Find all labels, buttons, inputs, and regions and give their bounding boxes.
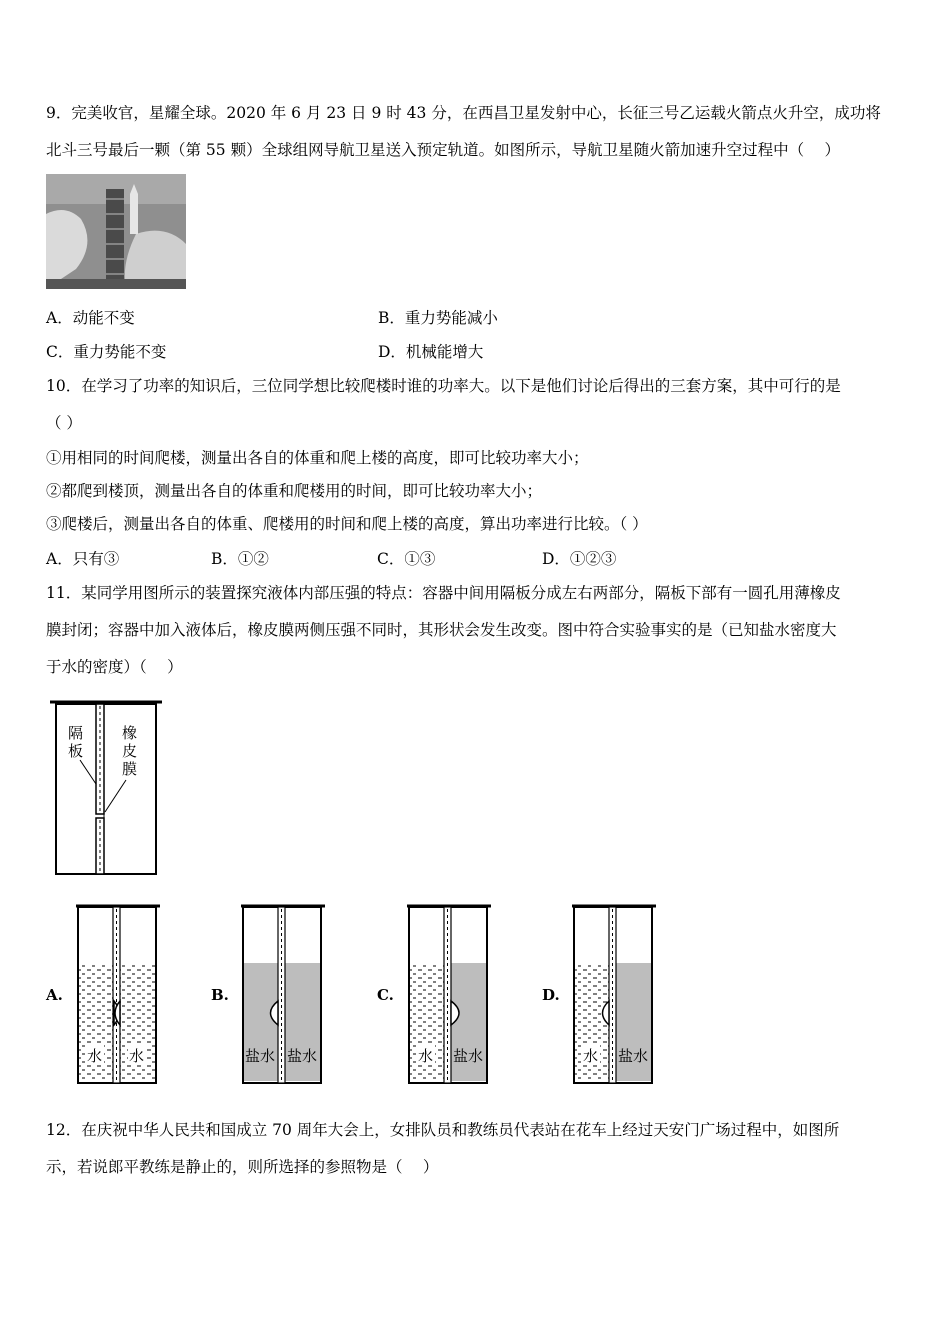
q11-a-right-liquid: 水 <box>129 1047 145 1065</box>
q10-option-c: C．①③ <box>377 550 436 568</box>
q9-option-c: C．重力势能不变 <box>46 343 167 361</box>
partition-label-1: 隔 <box>68 724 84 742</box>
apparatus-diagram <box>50 700 162 878</box>
rocket-launch-photo <box>46 174 186 289</box>
q11-option-c-letter: C. <box>377 986 394 1004</box>
q11-option-b-diagram <box>241 903 325 1085</box>
q12-stem-line2: 示，若说郎平教练是静止的，则所选择的参照物是（ ） <box>46 1158 439 1176</box>
membrane-label-3: 膜 <box>122 760 138 778</box>
q11-b-right-liquid: 盐水 <box>287 1047 318 1065</box>
q11-option-d-diagram <box>572 903 656 1085</box>
q11-a-left-liquid: 水 <box>87 1047 103 1065</box>
q9-option-d: D．机械能增大 <box>378 343 484 361</box>
q11-option-d-letter: D. <box>542 986 560 1004</box>
q10-option-d: D．①②③ <box>542 550 617 568</box>
q11-c-left-liquid: 水 <box>418 1047 434 1065</box>
q10-option-a: A．只有③ <box>46 550 120 568</box>
q10-plan-2: ②都爬到楼顶，测量出各自的体重和爬楼用的时间，即可比较功率大小； <box>46 482 543 500</box>
q11-c-right-liquid: 盐水 <box>453 1047 484 1065</box>
q11-d-right-liquid: 盐水 <box>618 1047 649 1065</box>
q10-stem-line2: （ ） <box>46 414 82 432</box>
q9-stem-line1: 9．完美收官，星耀全球。2020 年 6 月 23 日 9 时 43 分，在西昌卫星发射中心，长征三号乙运载火箭点火升空，成功将 <box>46 104 881 122</box>
q11-option-c-diagram <box>407 903 491 1085</box>
q9-option-b: B．重力势能减小 <box>378 309 498 327</box>
q9-stem-line2: 北斗三号最后一颗（第 55 颗）全球组网导航卫星送入预定轨道。如图所示，导航卫星随火箭加速升空过程中（ ） <box>46 141 841 159</box>
q11-stem-line3: 于水的密度）（ ） <box>46 658 183 676</box>
membrane-label-1: 橡 <box>122 724 138 742</box>
q10-plan-1: ①用相同的时间爬楼，测量出各自的体重和爬上楼的高度，即可比较功率大小； <box>46 449 589 467</box>
q10-plan-3: ③爬楼后，测量出各自的体重、爬楼用的时间和爬上楼的高度，算出功率进行比较。（ ） <box>46 515 648 533</box>
q11-option-a-letter: A. <box>46 986 63 1004</box>
q10-option-b: B．①② <box>211 550 269 568</box>
q12-stem-line1: 12．在庆祝中华人民共和国成立 70 周年大会上，女排队员和教练员代表站在花车上经过天安门广场过程中，如图所 <box>46 1121 840 1139</box>
q9-option-a: A．动能不变 <box>46 309 135 327</box>
q10-stem-line1: 10．在学习了功率的知识后，三位同学想比较爬楼时谁的功率大。以下是他们讨论后得出的三套方案，其中可行的是 <box>46 377 841 395</box>
partition-label-2: 板 <box>68 742 84 760</box>
q11-b-left-liquid: 盐水 <box>245 1047 276 1065</box>
q11-d-left-liquid: 水 <box>583 1047 599 1065</box>
q11-stem-line1: 11．某同学用图所示的装置探究液体内部压强的特点：容器中间用隔板分成左右两部分，隔板下部有一圆孔用薄橡皮 <box>46 584 841 602</box>
membrane-label-2: 皮 <box>122 742 138 760</box>
q11-stem-line2: 膜封闭；容器中加入液体后，橡皮膜两侧压强不同时，其形状会发生改变。图中符合实验事实的是（已知盐水密度大 <box>46 621 837 639</box>
q11-option-a-diagram <box>76 903 160 1085</box>
q11-option-b-letter: B. <box>211 986 229 1004</box>
